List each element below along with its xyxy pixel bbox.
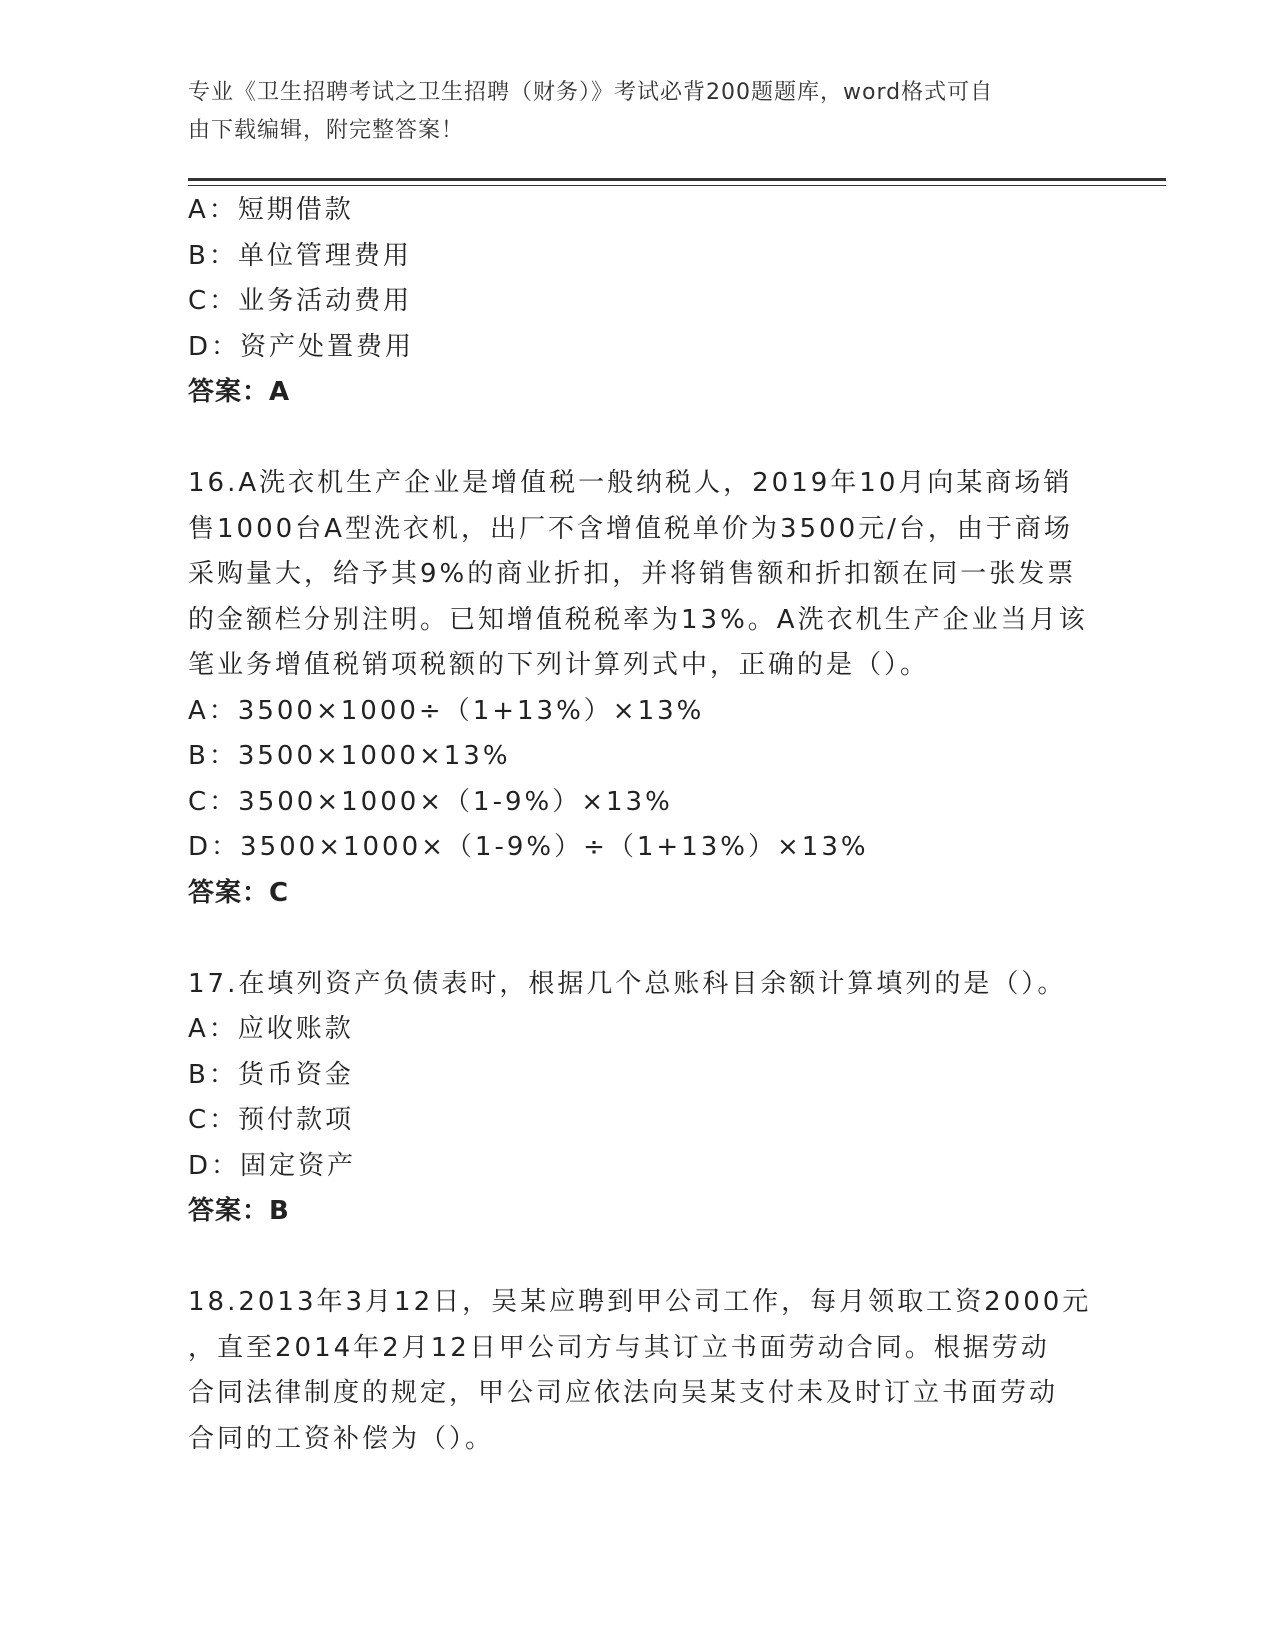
option-a: A：3500×1000÷（1+13%）×13%	[188, 695, 705, 726]
question-16-stem	[188, 461, 1088, 689]
header-line-2: 由下载编辑，附完整答案！	[188, 118, 465, 143]
option-b: B：货币资金	[188, 1059, 354, 1090]
option-a: A：短期借款	[188, 195, 354, 225]
question-15-options	[188, 188, 1088, 370]
stem-line: 的金额栏分别注明。已知增值税税率为13%。A洗衣机生产企业当月该	[188, 604, 1088, 635]
stem-line: ，直至2014年2月12日甲公司方与其订立书面劳动合同。根据劳动	[188, 1332, 1050, 1363]
header-line-1: 专业《卫生招聘考试之卫生招聘（财务）》考试必背200题题库，word格式可自	[188, 80, 994, 105]
option-d: D：3500×1000×（1-9%）÷（1+13%）×13%	[188, 832, 869, 862]
question-17-answer: 答案：B	[188, 1196, 290, 1226]
stem-line: 18.2013年3月12日，吴某应聘到甲公司工作，每月领取工资2000元	[188, 1287, 1092, 1317]
option-c: C：预付款项	[188, 1105, 355, 1135]
question-17-stem	[188, 962, 1068, 1008]
option-c: C：业务活动费用	[188, 286, 413, 316]
stem-line: 售1000台A型洗衣机，出厂不含增值税单价为3500元/台，由于商场	[188, 513, 1073, 544]
stem-line: 采购量大，给予其9%的商业折扣，并将销售额和折扣额在同一张发票	[188, 559, 1077, 589]
option-d: D：资产处置费用	[188, 331, 415, 362]
question-16-options	[188, 689, 1088, 871]
header-divider-thick	[188, 178, 1166, 181]
header-divider-thin	[188, 185, 1166, 186]
spacer	[188, 1235, 1088, 1281]
question-content	[188, 188, 1092, 1462]
stem-line: 17.在填列资产负债表时，根据几个总账科目余额计算填列的是（）。	[188, 968, 1067, 999]
option-a: A：应收账款	[188, 1014, 354, 1044]
stem-line: 笔业务增值税销项税额的下列计算列式中，正确的是（）。	[188, 650, 930, 680]
stem-line: 合同法律制度的规定，甲公司应依法向吴某支付未及时订立书面劳动	[188, 1378, 1059, 1408]
stem-line: 合同的工资补偿为（）。	[188, 1423, 495, 1454]
option-d: D：固定资产	[188, 1150, 357, 1181]
question-18-stem	[188, 1280, 1092, 1462]
stem-line: 16.A洗衣机生产企业是增值税一般纳税人，2019年10月向某商场销	[188, 468, 1073, 498]
spacer	[188, 416, 1088, 462]
option-b: B：单位管理费用	[188, 240, 412, 271]
option-c: C：3500×1000×（1-9%）×13%	[188, 786, 673, 817]
question-16-answer: 答案：C	[188, 877, 290, 908]
question-17-options	[188, 1007, 1088, 1189]
document-header	[188, 74, 1068, 150]
question-15-answer: 答案：A	[188, 377, 291, 407]
option-b: B：3500×1000×13%	[188, 741, 511, 771]
spacer	[188, 916, 1088, 962]
